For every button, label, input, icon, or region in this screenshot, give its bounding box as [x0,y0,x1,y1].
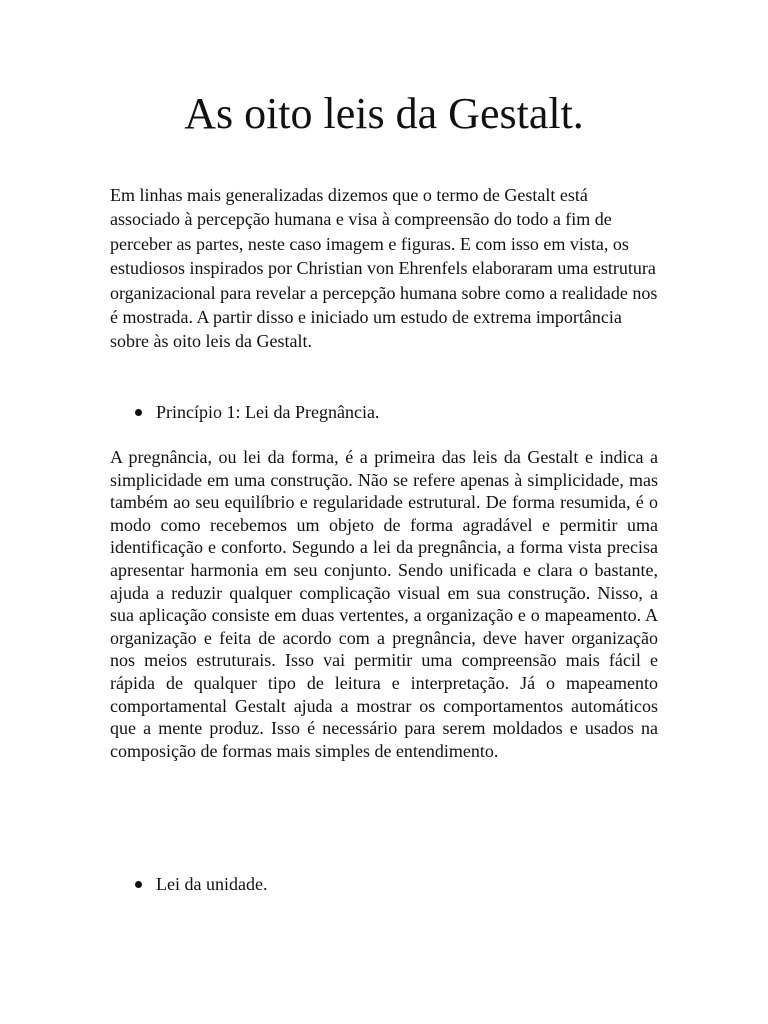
bullet-item-label: Princípio 1: Lei da Pregnância. [156,402,380,422]
bullet-dot-icon [135,881,142,888]
intro-paragraph: Em linhas mais generalizadas dizemos que o termo de Gestalt está associado à percepção humana e visa à compreensão do todo a fim de perceber as partes, neste caso imagem e figuras. E com isso em vista, os estudiosos inspirados por Christian von Ehrenfels elaboraram uma estrutura organizacional para revelar a percepção humana sobre como a realidade nos é mostrada. A partir disso e iniciado um estudo de extrema importância sobre às oito leis da Gestalt. [110,185,658,352]
bullet-item-unity-law [135,872,267,896]
bullet-dot-icon [135,409,142,416]
bullet-item-label: Lei da unidade. [156,874,268,894]
page-title: As oito leis da Gestalt. [184,89,584,138]
body-paragraph: A pregnância, ou lei da forma, é a primeira das leis da Gestalt e indica a simplicidade em uma construção. Não se refere apenas à simplicidade, mas também ao seu equilíbrio e regularidade estrutural. De forma resumida, é o modo como recebemos um objeto de forma agradável e permitir uma identificação e conforto. Segundo a lei da pregnância, a forma vista precisa apresentar harmonia em seu conjunto. Sendo unificada e clara o bastante, ajuda a reduzir qualquer complicação visual em sua construção. Nisso, a sua aplicação consiste em duas vertentes, a organização e o mapeamento. A organização e feita de acordo com a pregnância, deve haver organização nos meios estruturais. Isso vai permitir uma compreensão mais fácil e rápida de qualquer tipo de leitura e interpretação. Já o mapeamento comportamental Gestalt ajuda a mostrar os comportamentos automáticos que a mente produz. Isso é necessário para serem moldados e usados na composição de formas mais simples de entendimento. [110,447,658,761]
bullet-item-principle-1 [135,400,379,424]
